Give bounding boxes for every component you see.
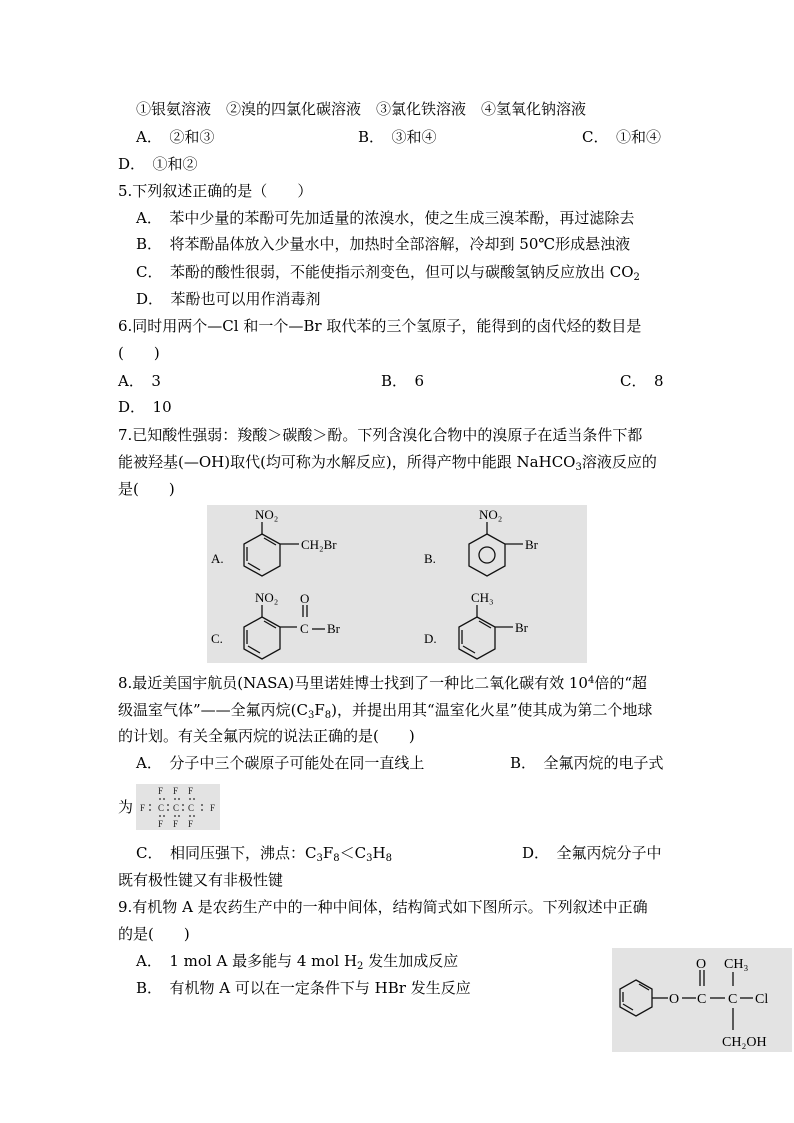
q4-option-a: A． ②和③: [136, 128, 215, 146]
q9-fig-ch2oh: CH₂OH: [722, 1035, 767, 1050]
q9-line1: 9.有机物 A 是农药生产中的一种中间体，结构简式如下图所示。下列叙述中正确: [118, 898, 648, 916]
q5-option-b: B． 将苯酚晶体放入少量水中，加热时全部溶解，冷却到 50℃形成悬浊液: [136, 235, 631, 253]
q5-stem: 5.下列叙述正确的是（ ）: [118, 182, 313, 200]
lewis-c: C: [188, 803, 195, 813]
q9-fig-c1: C: [697, 992, 707, 1007]
q7-fig-c-c: C: [300, 621, 309, 636]
q7-fig-label-d: D.: [424, 631, 437, 646]
lewis-f: F: [140, 803, 146, 813]
q6-paren: ( ): [118, 344, 160, 362]
lewis-f: F: [158, 819, 164, 829]
q7-fig-label-c: C.: [211, 631, 223, 646]
q7-fig-b-top: NO₂: [479, 507, 503, 522]
q7-line1: 7.已知酸性强弱：羧酸＞碳酸＞酚。下列含溴化合物中的溴原子在适当条件下都: [118, 426, 643, 444]
q7-fig-c-top: NO₂: [255, 590, 279, 605]
q5-option-d: D． 苯酚也可以用作消毒剂: [136, 290, 321, 308]
lewis-f: F: [210, 803, 216, 813]
q8-option-d: D． 全氟丙烷分子中: [522, 844, 662, 862]
q7-fig-c-o: O: [300, 591, 310, 606]
q8-lewis-structure: [136, 784, 220, 830]
q4-option-d: D． ①和②: [118, 155, 198, 173]
q4-option-b: B． ③和④: [358, 128, 437, 146]
q7-fig-b-side: Br: [525, 537, 538, 552]
q9-structure-figure: [612, 948, 792, 1052]
q9-fig-cl: Cl: [755, 992, 769, 1007]
lewis-c: C: [158, 803, 165, 813]
q4-stem-tail: ①银氨溶液 ②溴的四氯化碳溶液 ③氯化铁溶液 ④氢氧化钠溶液: [136, 100, 587, 118]
q6-option-c: C． 8: [620, 372, 664, 390]
q4-option-c: C． ①和④: [582, 128, 661, 146]
q9-option-a: A． 1 mol A 最多能与 4 mol $H_2$ 发生加成反应: [136, 952, 459, 972]
q6-option-d: D． 10: [118, 398, 172, 416]
q6-stem: 6.同时用两个—Cl 和一个—Br 取代苯的三个氢原子，能得到的卤代烃的数目是: [118, 317, 642, 335]
q7-fig-d-top: CH₃: [471, 590, 494, 605]
q9-fig-o-ester: O: [669, 992, 680, 1007]
q7-fig-label-b: B.: [424, 551, 436, 566]
lewis-f: F: [158, 786, 164, 796]
q7-structures-figure: [207, 505, 587, 663]
q6-option-b: B． 6: [381, 372, 425, 390]
q7-fig-d-side: Br: [515, 620, 528, 635]
lewis-c: C: [173, 803, 180, 813]
q7-fig-a-top: NO₂: [255, 507, 279, 522]
q9-line2: 的是( ): [118, 925, 190, 943]
q7-line3: 是( ): [118, 480, 175, 498]
lewis-f: F: [188, 819, 194, 829]
q8-line2: 级温室气体”——全氟丙烷$(C_3F_8)$，并提出用其“温室化火星”使其成为第二个地球: [118, 701, 653, 721]
lewis-f: F: [188, 786, 194, 796]
q5-option-c: C． 苯酚的酸性很弱，不能使指示剂变色，但可以与碳酸氢钠反应放出 $CO_2$: [136, 263, 640, 283]
q8-option-d-cont: 既有极性键又有非极性键: [118, 871, 284, 889]
q9-option-b: B． 有机物 A 可以在一定条件下与 HBr 发生反应: [136, 979, 471, 997]
lewis-f: F: [173, 819, 179, 829]
q8-option-c: C． 相同压强下，沸点：$C_3F_8<C_3H_8$: [136, 844, 392, 864]
q5-option-a: A． 苯中少量的苯酚可先加适量的浓溴水，使之生成三溴苯酚，再过滤除去: [136, 209, 635, 227]
q8-option-b: B． 全氟丙烷的电子式: [510, 754, 664, 772]
q8-line1: 8.最近美国宇航员(NASA)马里诺娃博士找到了一种比二氧化碳有效 $10^4$倍的“超: [118, 674, 647, 692]
lewis-f: F: [173, 786, 179, 796]
q8-line3: 的计划。有关全氟丙烷的说法正确的是( ): [118, 727, 415, 745]
q8-wei: 为: [118, 798, 134, 816]
q9-fig-ch3: CH₃: [724, 957, 749, 972]
q9-fig-c2: C: [728, 992, 738, 1007]
q7-fig-a-side: CH₂Br: [301, 537, 337, 552]
q7-fig-c-side: Br: [327, 621, 340, 636]
q9-fig-o-carbonyl: O: [696, 957, 707, 972]
q7-line2: 能被羟基(—OH)取代(均可称为水解反应)，所得产物中能跟 NaHCO$_3$溶液反应的: [118, 453, 657, 473]
q8-option-a: A． 分子中三个碳原子可能处在同一直线上: [136, 754, 425, 772]
q7-fig-label-a: A.: [211, 551, 224, 566]
q6-option-a: A． 3: [118, 372, 161, 390]
